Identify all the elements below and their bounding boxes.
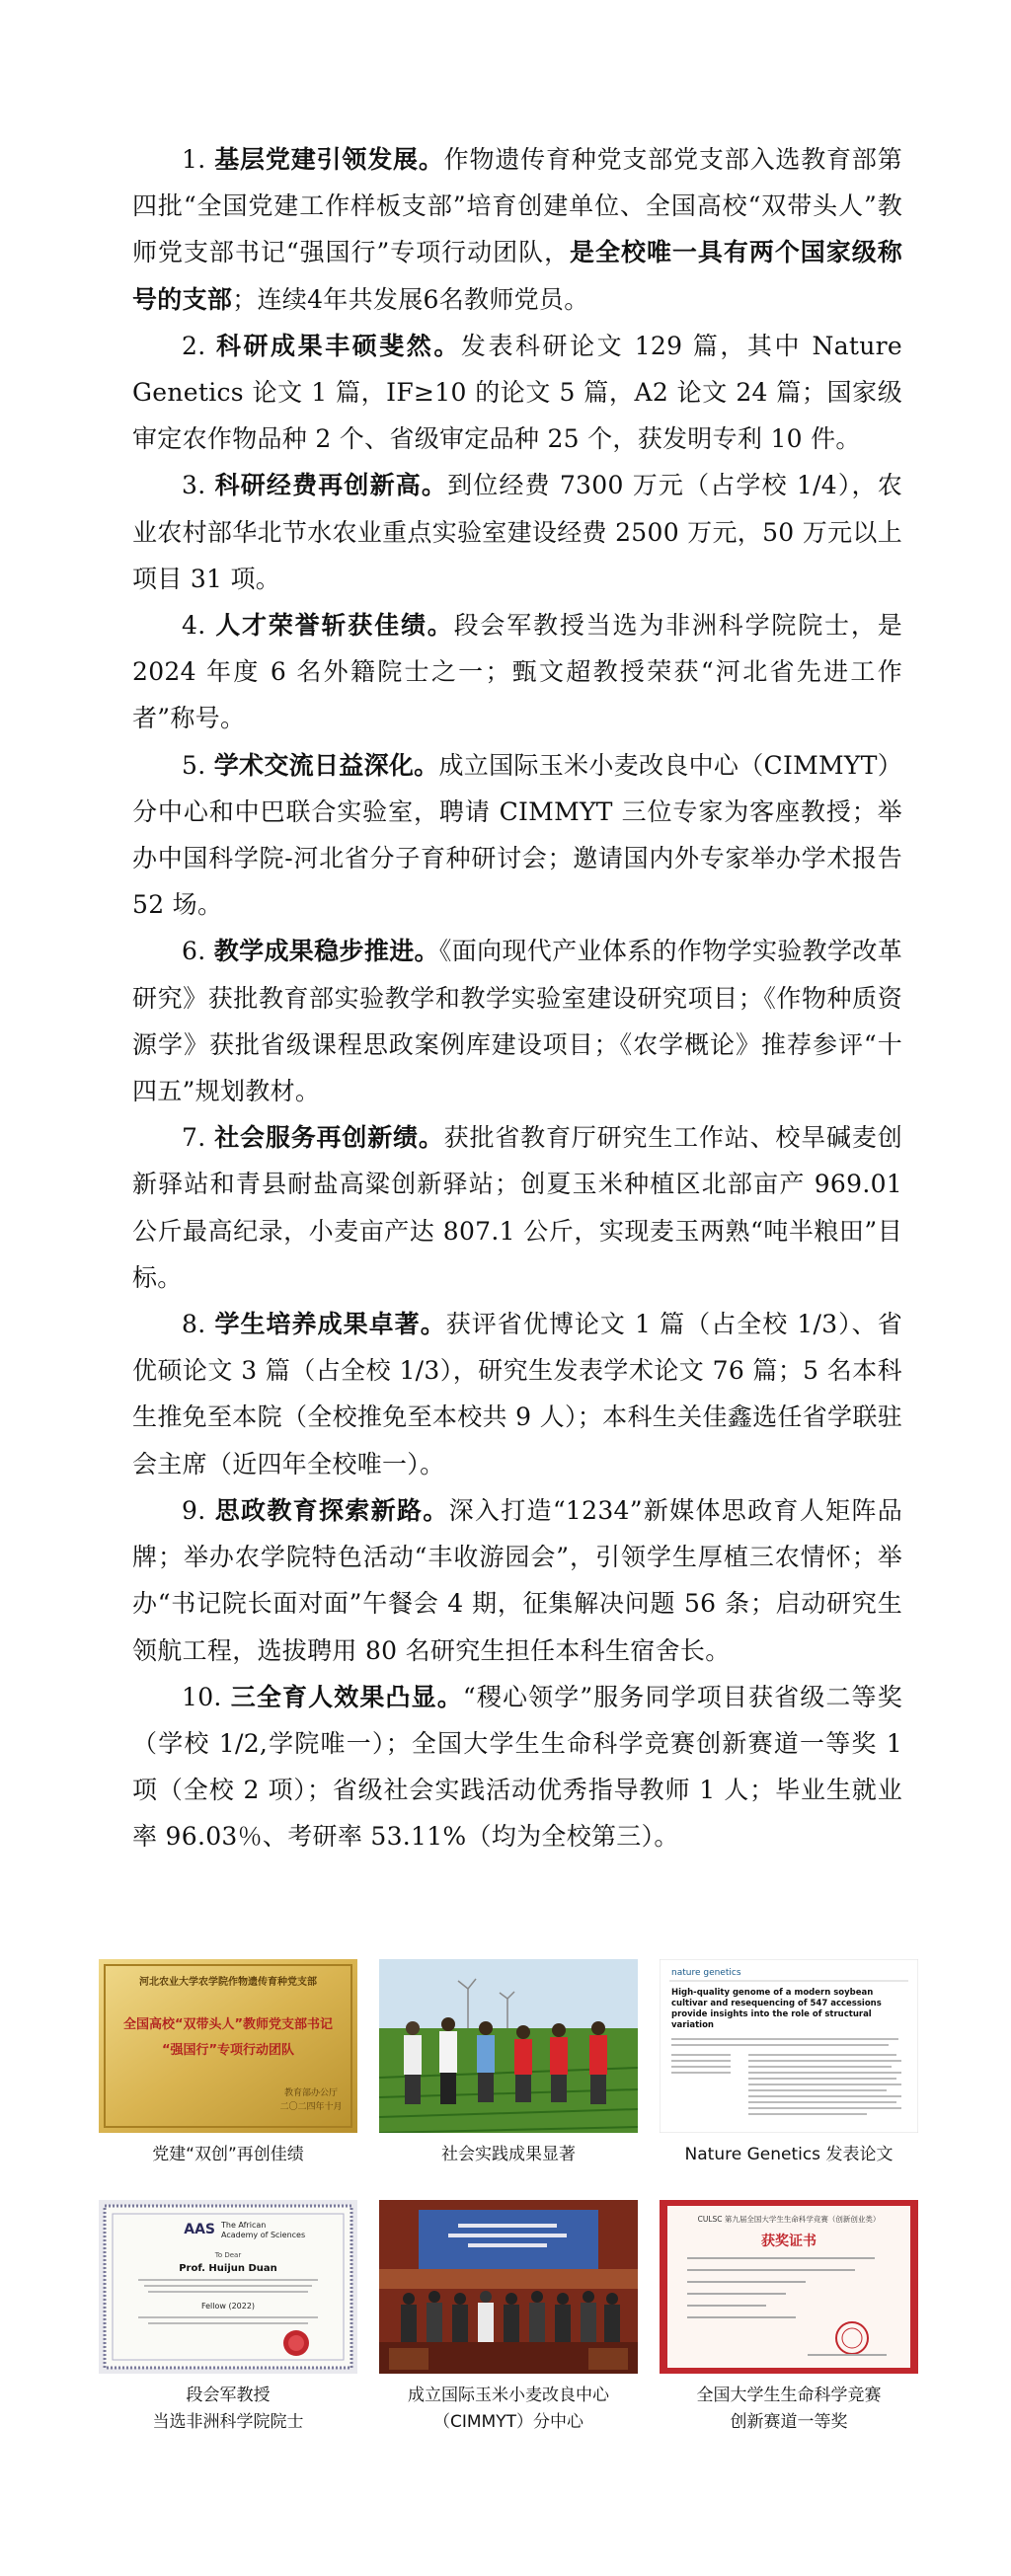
- paper-journal: nature genetics: [671, 1968, 741, 1978]
- achievement-item: [132, 928, 902, 1114]
- paper-title-4: variation: [671, 2020, 714, 2030]
- paper-title-2: cultivar and resequencing of 547 accessions: [671, 1999, 882, 2008]
- item-title: 社会服务再创新绩。: [214, 1123, 444, 1153]
- achievement-item: [132, 742, 902, 929]
- achievement-item: [132, 602, 902, 742]
- item-number: 2.: [182, 331, 206, 360]
- paper-image: [660, 1959, 918, 2133]
- item-title: 人才荣誉斩获佳绩。: [215, 611, 454, 641]
- field-image: [379, 1959, 638, 2133]
- item-body: 《面向现代产业体系的作物学实验教学改革研究》获批教育部实验教学和教学实验室建设研究项目；《作物种质资源学》获批省级课程思政案例库建设项目；《农学概论》推荐参评“十四五”规划教材。: [132, 937, 903, 1106]
- item-number: 8.: [182, 1310, 206, 1339]
- plaque-date: 二〇二四年十月: [279, 2102, 343, 2112]
- achievement-item: [132, 323, 902, 463]
- achievement-item: [132, 1301, 902, 1487]
- item-number: 6.: [182, 937, 206, 966]
- award-title: 获奖证书: [761, 2234, 817, 2249]
- field-caption: 社会实践成果显著: [441, 2145, 576, 2164]
- item-number: 1.: [182, 145, 206, 174]
- item-number: 3.: [182, 471, 206, 500]
- item-highlight: 是全校唯一具有两个国家级称号的支部: [132, 238, 902, 314]
- achievement-item: [132, 1114, 902, 1301]
- photo-academy-certificate: [99, 2200, 357, 2436]
- item-body: 发表科研论文 129 篇，其中 Nature Genetics 论文 1 篇，IF≥10 的论文 5 篇，A2 论文 24 篇；国家级审定农作物品种 2 个、省级审定品种 25 个，获发明专利 10 件。: [132, 331, 902, 454]
- certificate-caption-2: 当选非洲科学院院士: [152, 2412, 304, 2432]
- item-title: 三全育人效果凸显。: [230, 1682, 463, 1711]
- achievement-item: [132, 136, 902, 323]
- meeting-caption-2: （CIMMYT）分中心: [433, 2412, 583, 2432]
- item-title: 基层党建引领发展。: [214, 145, 444, 174]
- item-title: 科研经费再创新高。: [214, 471, 448, 500]
- item-body: 获评省优博论文 1 篇（占全校 1/3）、省优硕论文 3 篇（占全校 1/3），研究生发表学术论文 76 篇；5 名本科生推免至本院（全校推免至本校共 9 人）；本科生关佳鑫选任省学联驻会主席（近四年全校唯一）。: [132, 1310, 902, 1478]
- plaque-caption: 党建“双创”再创佳绩: [152, 2145, 304, 2164]
- certificate-caption-1: 段会军教授: [186, 2386, 271, 2405]
- achievement-list: [132, 136, 902, 1860]
- plaque-header: 河北农业大学农学院作物遗传育种党支部: [139, 1977, 317, 1988]
- item-number: 4.: [182, 611, 206, 641]
- plaque-line-1: 全国高校“双带头人”教师党支部书记: [122, 2017, 334, 2032]
- photo-gallery: [99, 1959, 918, 2436]
- photo-nature-paper: [660, 1959, 918, 2168]
- item-body: 成立国际玉米小麦改良中心（CIMMYT）分中心和中巴联合实验室，聘请 CIMMYT 三位专家为客座教授；举办中国科学院-河北省分子育种研讨会；邀请国内外专家举办学术报告 52 场。: [132, 750, 902, 920]
- meeting-caption-1: 成立国际玉米小麦改良中心: [408, 2386, 609, 2405]
- item-body: 深入打造“1234”新媒体思政育人矩阵品牌；举办农学院特色活动“丰收游园会”，引领学生厚植三农情怀；举办“书记院长面对面”午餐会 4 期，征集解决问题 56 条；启动研究生领航工程，选拔聘用 80 名研究生担任本科生宿舍长。: [132, 1495, 903, 1665]
- svg-text:AAS: AAS: [184, 2222, 215, 2237]
- photo-competition-award: [660, 2200, 918, 2436]
- photo-cimmyt-meeting: [379, 2200, 638, 2436]
- item-title: 学术交流日益深化。: [213, 750, 439, 780]
- certificate-org-2: Academy of Sciences: [221, 2231, 306, 2239]
- achievement-item: [132, 1674, 902, 1860]
- plaque-line-2: “强国行”专项行动团队: [161, 2043, 295, 2058]
- item-body: “稷心领学”服务同学项目获省级二等奖（学校 1/2,学院唯一）；全国大学生生命科学竞赛创新赛道一等奖 1 项（全校 2 项）；省级社会实践活动优秀指导教师 1 人；毕业生就业率 96.03％、考研率 53.11%（均为全校第三）。: [132, 1682, 902, 1852]
- item-tail: ；连续4年共发展6名教师党员。: [232, 284, 589, 314]
- award-caption-2: 创新赛道一等奖: [730, 2412, 848, 2432]
- item-title: 思政教育探索新路。: [214, 1495, 449, 1525]
- item-body: 作物遗传育种党支部党支部入选教育部第四批“全国党建工作样板支部”培育创建单位、全国高校“双带头人”教师党支部书记“强国行”专项行动团队，: [132, 145, 903, 267]
- certificate-to: To Dear: [214, 2251, 242, 2259]
- award-caption-1: 全国大学生生命科学竞赛: [696, 2386, 882, 2405]
- certificate-name: Prof. Huijun Duan: [179, 2263, 277, 2274]
- paper-title-3: provide insights into the role of structural: [671, 2009, 872, 2019]
- paper-caption: Nature Genetics 发表论文: [684, 2145, 894, 2164]
- photo-row-1: [99, 1959, 918, 2168]
- achievement-item: [132, 462, 902, 602]
- photo-party-plaque: [99, 1959, 357, 2168]
- photo-field-visit: [379, 1959, 638, 2168]
- item-number: 9.: [182, 1495, 206, 1525]
- paper-title-1: High-quality genome of a modern soybean: [671, 1988, 874, 1998]
- meeting-people: [401, 2291, 620, 2342]
- meeting-image: [379, 2200, 638, 2374]
- plaque-image: [99, 1959, 357, 2133]
- award-image: [660, 2200, 918, 2374]
- item-body: 获批省教育厅研究生工作站、校旱碱麦创新驿站和青县耐盐高粱创新驿站；创夏玉米种植区北部亩产 969.01 公斤最高纪录，小麦亩产达 807.1 公斤，实现麦玉两熟“吨半粮田”目标。: [132, 1123, 903, 1292]
- item-number: 5.: [182, 750, 206, 780]
- award-header: CULSC 第九届全国大学生生命科学竞赛（创新创业类）: [697, 2215, 881, 2224]
- certificate-org-1: The African: [221, 2221, 267, 2230]
- item-number: 7.: [182, 1123, 206, 1153]
- item-title: 学生培养成果卓著。: [214, 1310, 446, 1339]
- item-title: 教学成果稳步推进。: [213, 937, 439, 966]
- item-title: 科研成果丰硕斐然。: [215, 331, 461, 360]
- item-body: 到位经费 7300 万元（占学校 1/4），农业农村部华北节水农业重点实验室建设经费 2500 万元，50 万元以上项目 31 项。: [132, 471, 902, 593]
- certificate-fellow: Fellow (2022): [200, 2302, 256, 2311]
- item-body: 段会军教授当选为非洲科学院院士，是 2024 年度 6 名外籍院士之一；甄文超教授荣获“河北省先进工作者”称号。: [132, 611, 902, 733]
- photo-row-2: [99, 2200, 918, 2436]
- plaque-issuer: 教育部办公厅: [283, 2088, 339, 2098]
- certificate-image: [99, 2200, 357, 2374]
- item-number: 10.: [182, 1682, 222, 1711]
- achievement-item: [132, 1487, 902, 1674]
